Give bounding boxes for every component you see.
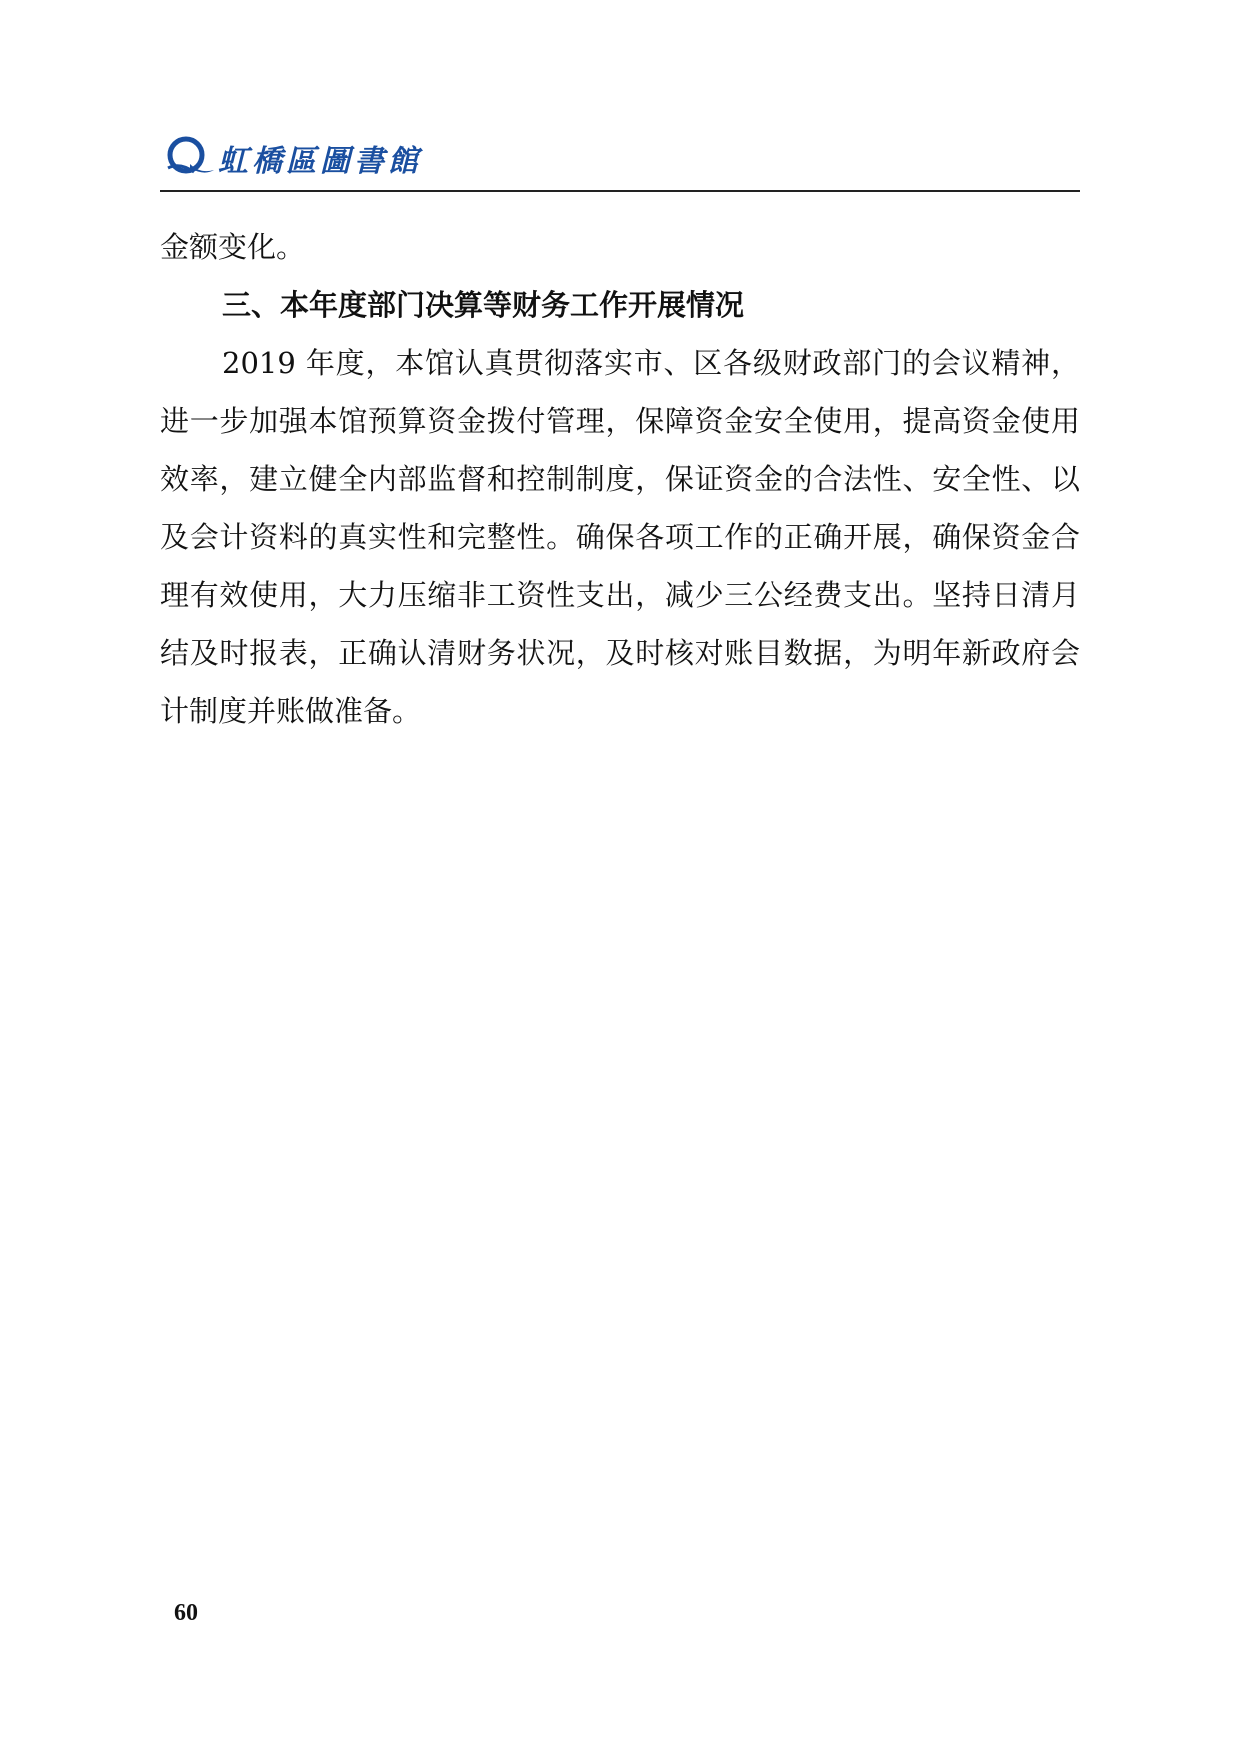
page-header	[160, 128, 1080, 192]
continuation-text: 金额变化。	[160, 230, 306, 264]
document-body	[160, 218, 1080, 740]
library-q-logo-icon	[160, 128, 218, 186]
header-divider	[160, 190, 1080, 192]
body-paragraph: 2019 年度，本馆认真贯彻落实市、区各级财政部门的会议精神，进一步加强本馆预算资金拨付管理，保障资金安全使用，提高资金使用效率，建立健全内部监督和控制制度，保证资金的合法性、安全性、以及会计资料的真实性和完整性。确保各项工作的正确开展，确保资金合理有效使用，大力压缩非工资性支出，减少三公经费支出。坚持日清月结及时报表，正确认清财务状况，及时核对账目数据，为明年新政府会计制度并账做准备。	[160, 346, 1080, 728]
library-logo-text: 虹橋區圖書館	[218, 144, 422, 179]
section-heading: 三、本年度部门决算等财务工作开展情况	[222, 288, 745, 322]
page-number: 60	[174, 1600, 198, 1626]
